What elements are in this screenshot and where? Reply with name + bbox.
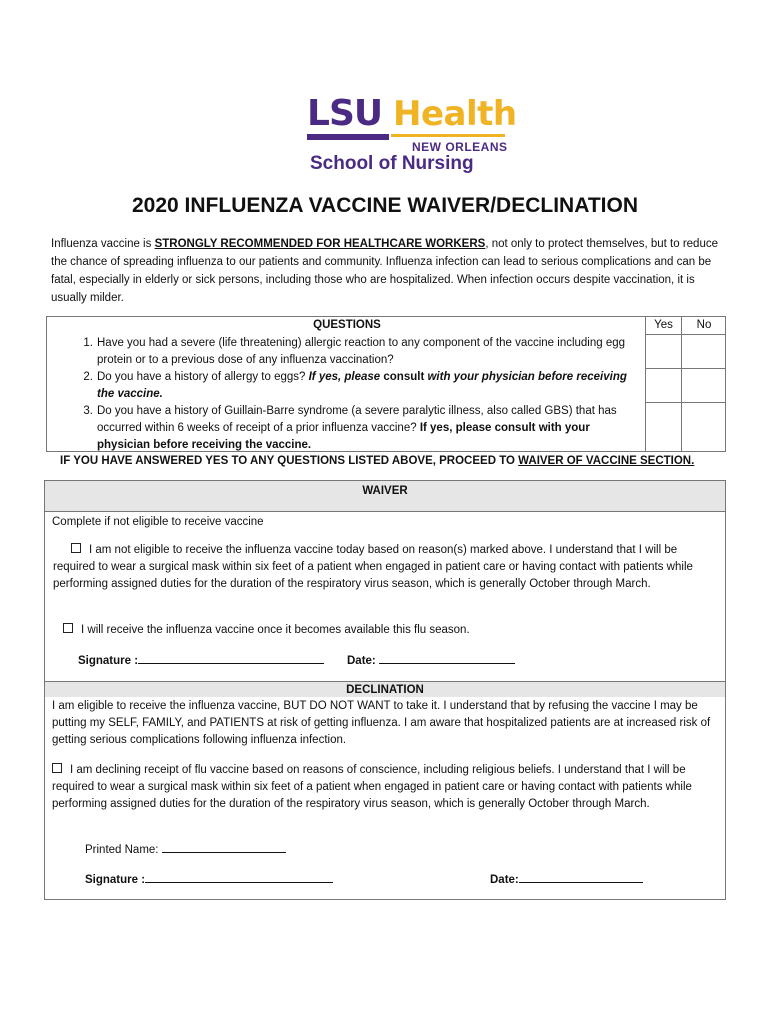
intro-paragraph [51,235,727,307]
waiver-option-1 [53,542,719,593]
declination-printed-name [85,840,286,859]
questions-table [46,316,726,452]
question-3-number: 3. [83,405,93,417]
q1-yes-cell[interactable] [646,335,681,368]
question-2-note-b: consult [383,371,428,383]
waiver-declination-box [44,480,726,900]
intro-after: , not only to protect themselves, but to reduce the chance of spreading influenza to our patients and community. Influenza infection can lead to serious complications and can be fatal, especially in elderly or sick persons, including those who are hospitalized. When infection occurs despite vaccination, it is usually milder. [51,238,718,304]
no-header: No [696,319,712,331]
question-3 [83,403,639,454]
waiver-option-1-checkbox[interactable] [71,543,81,553]
intro-emphasis: STRONGLY RECOMMENDED FOR HEALTHCARE WORKERS [154,238,486,250]
question-2-note-c: with your physician before receiving the vaccine. [97,371,627,400]
proceed-link: WAIVER OF VACCINE SECTION. [518,455,695,467]
declination-signature [85,870,333,889]
question-3-text: Do you have a history of Guillain-Barre syndrome (a severe paralytic illness, also called GBS) that has occurred within 6 weeks of receipt of a prior influenza vaccine? [97,405,617,434]
q3-yes-cell[interactable] [646,403,681,451]
logo-health-text: Health [393,94,517,134]
question-2-note-a: If yes, please [308,371,384,383]
waiver-intro: Complete if not eligible to receive vaccine [52,516,264,528]
question-2 [83,369,639,403]
declination-date-line[interactable] [519,870,643,883]
question-2-text: Do you have a history of allergy to eggs? [97,371,309,383]
logo-new-orleans: NEW ORLEANS [412,140,508,154]
waiver-date [347,651,515,670]
declination-header: DECLINATION [45,681,725,697]
waiver-option-2-checkbox[interactable] [63,623,73,633]
waiver-option-1-text: I am not eligible to receive the influenza vaccine today based on reason(s) marked above. I understand that I will be required to wear a surgical mask within six feet of a patient when engaged in patient care or having contact with patients while performing assigned duties for the duration of the respiratory virus season, which is generally October through March. [53,544,693,590]
waiver-signature-line[interactable] [138,651,324,664]
waiver-header: WAIVER [45,481,725,512]
proceed-before: IF YOU HAVE ANSWERED YES TO ANY QUESTIONS LISTED ABOVE, PROCEED TO [60,455,519,467]
waiver-signature-label: Signature : [78,655,139,667]
waiver-signature [78,651,324,670]
printed-name-label: Printed Name: [85,844,162,856]
waiver-date-label: Date: [347,655,379,667]
question-2-number: 2. [83,371,93,383]
declination-option [52,762,720,813]
question-1 [83,335,639,369]
declination-intro: I am eligible to receive the influenza vaccine, BUT DO NOT WANT to take it. I understand that by refusing the vaccine I may be putting my SELF, FAMILY, and PATIENTS at risk of getting influenza. I am aware that hospitalized patients are at increased risk of getting serious complications following influenza infection. [52,700,711,746]
question-1-number: 1. [83,337,93,349]
question-3-note: If yes, please consult with your physician before receiving the vaccine. [97,422,590,451]
printed-name-line[interactable] [162,840,286,853]
declination-date-label: Date: [490,874,519,886]
declination-option-text: I am declining receipt of flu vaccine based on reasons of conscience, including religious beliefs. I understand that I will be required to wear a surgical mask within six feet of a patient when engaged in patient care or having contact with patients while performing assigned duties for the duration of the respiratory virus season, which is generally October through March. [52,764,692,810]
waiver-date-line[interactable] [379,651,515,664]
logo-lsu-text: LSU [307,93,383,134]
q1-no-cell[interactable] [682,335,726,368]
q3-no-cell[interactable] [682,403,726,451]
declination-date [490,870,643,889]
logo-purple-bar [307,134,389,140]
declination-signature-line[interactable] [145,870,333,883]
declination-signature-label: Signature : [85,874,146,886]
questions-header: QUESTIONS [313,319,381,331]
intro-before: Influenza vaccine is [51,238,155,250]
question-1-text: Have you had a severe (life threatening) allergic reaction to any component of the vaccine including egg protein or to a previous dose of any influenza vaccination? [97,337,626,366]
waiver-option-2 [63,622,470,639]
proceed-instruction [60,453,694,470]
page-title: 2020 INFLUENZA VACCINE WAIVER/DECLINATION [132,194,638,217]
q2-yes-cell[interactable] [646,369,681,402]
yes-header: Yes [654,319,673,331]
logo-school-of-nursing: School of Nursing [310,153,474,174]
declination-option-checkbox[interactable] [52,763,62,773]
waiver-option-2-text: I will receive the influenza vaccine once it becomes available this flu season. [81,624,470,636]
lsu-health-logo [307,93,517,180]
q2-no-cell[interactable] [682,369,726,402]
logo-gold-bar [391,134,505,137]
